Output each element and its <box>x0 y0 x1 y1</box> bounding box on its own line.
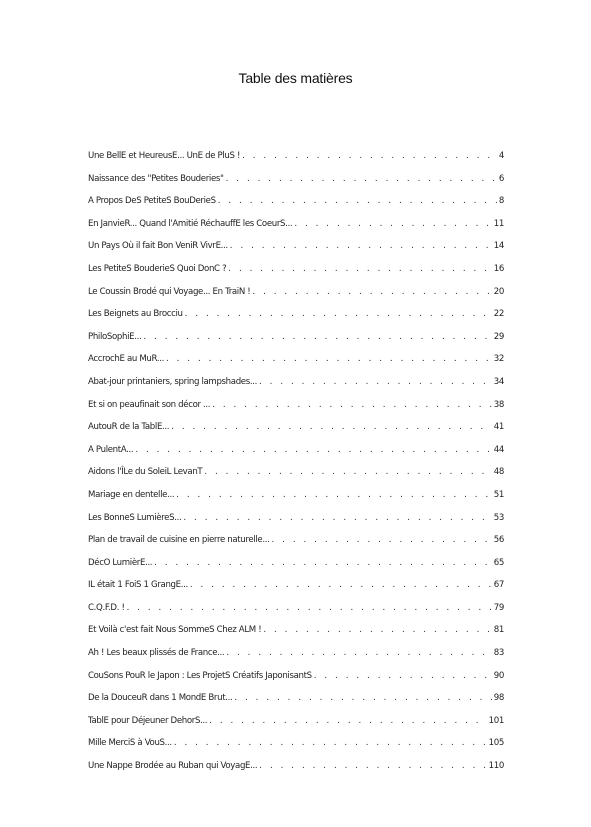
toc-entry-label: PhiloSophiE... <box>88 331 142 342</box>
toc-entry-page-number: 20 <box>493 286 504 297</box>
toc-entry-label: Les PetiteS BouderieS Quoi DonC ? <box>88 263 227 274</box>
dot-leader <box>143 329 491 345</box>
toc-entry-label: Le Coussin Brodé qui Voyage... En TraiN ! <box>88 286 251 297</box>
toc-entry-label: Une BellE et HeureusE... UnE de PluS ! <box>88 151 241 161</box>
toc-entry-page-number: 34 <box>493 376 504 387</box>
toc-entry[interactable] <box>88 284 504 307</box>
toc-entry[interactable] <box>88 758 504 781</box>
toc-entry-page-number: 98 <box>493 693 504 704</box>
dot-leader <box>218 193 497 209</box>
dot-leader <box>252 284 491 300</box>
toc-entry-page-number: 16 <box>493 263 504 274</box>
toc-entry[interactable] <box>88 216 504 239</box>
toc-entry[interactable] <box>88 464 504 487</box>
toc-entry-page-number: 53 <box>493 512 504 523</box>
toc-entry-label: DécO LumièrE... <box>88 557 153 568</box>
toc-entry[interactable] <box>88 171 504 194</box>
toc-entry-label: Et si on peaufinait son décor ... <box>88 399 211 410</box>
toc-entry-page-number: 56 <box>493 535 504 546</box>
toc-entry-page-number: 8 <box>498 196 504 207</box>
dot-leader <box>263 622 491 638</box>
toc-entry-page-number: 48 <box>493 467 504 478</box>
toc-entry-page-number: 81 <box>493 625 504 636</box>
toc-entry[interactable] <box>88 690 504 713</box>
toc-entry[interactable] <box>88 306 504 329</box>
dot-leader <box>174 735 487 751</box>
toc-entry-label: Mariage en dentelle... <box>88 489 175 500</box>
toc-entry[interactable] <box>88 735 504 758</box>
dot-leader <box>230 238 492 254</box>
dot-leader <box>212 397 492 413</box>
dot-leader <box>226 645 491 661</box>
dot-leader <box>204 464 491 480</box>
toc-entry-page-number: 38 <box>493 399 504 410</box>
toc-entry-label: Abat-jour printaniers, spring lampshades... <box>88 376 258 387</box>
toc-entry-page-number: 105 <box>488 738 504 749</box>
toc-entry-page-number: 44 <box>493 444 504 455</box>
toc-entry-label: Aidons l'ÎLe du SoleiL LevanT <box>88 467 203 478</box>
toc-entry[interactable] <box>88 261 504 284</box>
toc-entry-label: En JanvieR... Quand l'Amitié RéchauffE les CoeurS... <box>88 218 293 229</box>
toc-entry-label: Mille MerciS à VouS... <box>88 738 172 749</box>
dot-leader <box>166 351 492 367</box>
dot-leader <box>176 487 492 503</box>
toc-entry[interactable] <box>88 555 504 578</box>
toc-entry[interactable] <box>88 148 504 171</box>
toc-entry[interactable] <box>88 668 504 691</box>
toc-entry[interactable] <box>88 329 504 352</box>
toc-entry[interactable] <box>88 532 504 555</box>
toc-entry-label: AutouR de la TablE... <box>88 422 170 433</box>
toc-entry[interactable] <box>88 622 504 645</box>
toc-entry[interactable] <box>88 419 504 442</box>
dot-leader <box>226 171 497 187</box>
toc-entry-label: A PulentA... <box>88 444 134 455</box>
toc-entry-label: Plan de travail de cuisine en pierre naturelle... <box>88 535 270 546</box>
toc-entry-page-number: 4 <box>498 151 504 161</box>
dot-leader <box>127 600 492 616</box>
dot-leader <box>183 510 491 526</box>
dot-leader <box>135 442 491 458</box>
toc-entry-label: De la DouceuR dans 1 MondE Brut... <box>88 693 233 704</box>
dot-leader <box>294 216 491 232</box>
toc-entry-label: Un Pays Où il fait Bon VeniR VivrE... <box>88 241 228 252</box>
dot-leader <box>228 261 491 277</box>
toc-entry-page-number: 65 <box>493 557 504 568</box>
toc-entry-page-number: 79 <box>493 602 504 613</box>
toc-entry-label: TablE pour Déjeuner DehorS... <box>88 715 208 726</box>
toc-entry[interactable] <box>88 487 504 510</box>
toc-entry[interactable] <box>88 577 504 600</box>
dot-leader <box>171 419 492 435</box>
toc-entry[interactable] <box>88 645 504 668</box>
toc-entry-label: Ah ! Les beaux plissés de France... <box>88 648 225 659</box>
toc-entry-label: C.Q.F.D. ! <box>88 602 125 613</box>
dot-leader <box>259 758 486 774</box>
toc-entry-page-number: 32 <box>493 354 504 365</box>
toc-entry-label: IL était 1 FoiS 1 GrangE... <box>88 580 188 591</box>
toc-entry[interactable] <box>88 351 504 374</box>
toc-entry-page-number: 6 <box>498 173 504 184</box>
toc-entry-label: Une Nappe Brodée au Ruban qui VoyagE... <box>88 761 258 772</box>
toc-entry[interactable] <box>88 713 504 736</box>
dot-leader <box>242 148 497 164</box>
toc-entry-page-number: 11 <box>493 218 504 229</box>
page-title: Table des matières <box>238 70 353 86</box>
toc-entry[interactable] <box>88 510 504 533</box>
toc-entry-page-number: 101 <box>488 715 504 726</box>
toc-entry-label: CouSons PouR le Japon : Les ProjetS Créatifs JaponisantS <box>88 670 312 681</box>
toc-entry-label: A Propos DeS PetiteS BouDerieS <box>88 196 216 207</box>
dot-leader <box>190 577 492 593</box>
dot-leader <box>234 690 491 706</box>
toc-entry-page-number: 67 <box>493 580 504 591</box>
toc-entry[interactable] <box>88 442 504 465</box>
toc-entry-page-number: 83 <box>493 648 504 659</box>
toc-entry-label: Et Voilà c'est fait Nous SommeS Chez ALM ! <box>88 625 262 636</box>
toc-entry-page-number: 51 <box>493 489 504 500</box>
toc-entry[interactable] <box>88 238 504 261</box>
toc-entry-page-number: 14 <box>493 241 504 252</box>
toc-entry[interactable] <box>88 193 504 216</box>
table-of-contents <box>88 148 504 781</box>
toc-entry-label: Les Beignets au Brocciu <box>88 309 183 320</box>
toc-entry-page-number: 29 <box>493 331 504 342</box>
toc-entry[interactable] <box>88 374 504 397</box>
toc-entry[interactable] <box>88 600 504 623</box>
toc-entry-label: Les BonneS LumièreS... <box>88 512 182 523</box>
toc-entry-label: AccrochE au MuR... <box>88 354 164 365</box>
dot-leader <box>185 306 492 322</box>
toc-entry-page-number: 22 <box>493 309 504 320</box>
dot-leader <box>314 668 492 684</box>
dot-leader <box>259 374 492 390</box>
dot-leader <box>209 713 486 729</box>
toc-entry-page-number: 110 <box>488 761 504 772</box>
toc-entry[interactable] <box>88 397 504 420</box>
toc-entry-label: Naissance des "Petites Bouderies" <box>88 173 224 184</box>
dot-leader <box>154 555 492 571</box>
toc-entry-page-number: 41 <box>493 422 504 433</box>
toc-entry-page-number: 90 <box>493 670 504 681</box>
dot-leader <box>272 532 492 548</box>
